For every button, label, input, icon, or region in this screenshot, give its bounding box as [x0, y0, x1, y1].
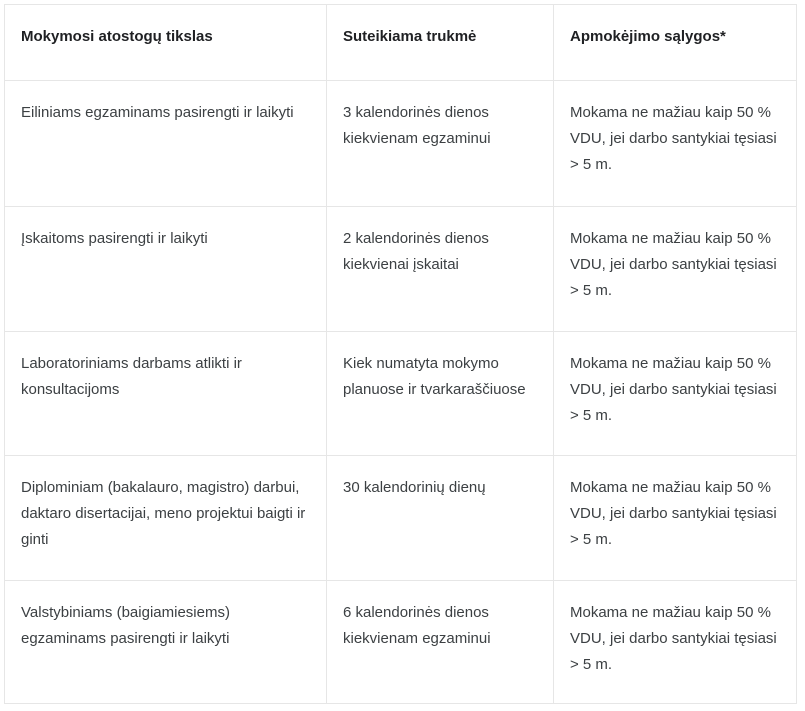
column-header-payment-label: Apmokėjimo sąlygos*	[570, 28, 726, 45]
cell-purpose-text: Laboratoriniams darbams atlikti ir konsultacijoms	[21, 355, 242, 398]
cell-purpose-text: Valstybiniams (baigiamiesiems) egzaminams pasirengti ir laikyti	[21, 604, 230, 647]
cell-purpose	[5, 81, 327, 207]
table-row	[5, 456, 797, 581]
cell-payment-text: Mokama ne mažiau kaip 50 % VDU, jei darbo santykiai tęsiasi > 5 m.	[570, 104, 777, 173]
column-header-purpose	[5, 5, 327, 81]
table-row	[5, 581, 797, 704]
column-header-duration	[327, 5, 554, 81]
cell-payment	[554, 81, 797, 207]
cell-purpose-text: Eiliniams egzaminams pasirengti ir laikyti	[21, 104, 294, 121]
table-header-row	[5, 5, 797, 81]
cell-payment-text: Mokama ne mažiau kaip 50 % VDU, jei darbo santykiai tęsiasi > 5 m.	[570, 355, 777, 424]
cell-duration	[327, 581, 554, 704]
cell-payment	[554, 207, 797, 332]
cell-duration	[327, 332, 554, 456]
cell-duration	[327, 207, 554, 332]
cell-purpose	[5, 332, 327, 456]
cell-purpose	[5, 456, 327, 581]
table-row	[5, 332, 797, 456]
cell-duration-text: Kiek numatyta mokymo planuose ir tvarkaraščiuose	[343, 355, 526, 398]
cell-purpose	[5, 207, 327, 332]
table-body	[5, 81, 797, 704]
column-header-purpose-label: Mokymosi atostogų tikslas	[21, 28, 213, 45]
column-header-duration-label: Suteikiama trukmė	[343, 28, 477, 45]
cell-purpose	[5, 581, 327, 704]
cell-duration	[327, 456, 554, 581]
cell-purpose-text: Diplominiam (bakalauro, magistro) darbui, daktaro disertacijai, meno projektui baigti ir ginti	[21, 479, 306, 548]
cell-purpose-text: Įskaitoms pasirengti ir laikyti	[21, 230, 208, 247]
cell-payment	[554, 581, 797, 704]
cell-payment	[554, 332, 797, 456]
column-header-payment	[554, 5, 797, 81]
cell-duration-text: 6 kalendorinės dienos kiekvienam egzaminui	[343, 604, 491, 647]
table-row	[5, 81, 797, 207]
cell-duration-text: 3 kalendorinės dienos kiekvienam egzaminui	[343, 104, 491, 147]
cell-payment-text: Mokama ne mažiau kaip 50 % VDU, jei darbo santykiai tęsiasi > 5 m.	[570, 479, 777, 548]
cell-duration-text: 30 kalendorinių dienų	[343, 479, 486, 496]
study-leave-table	[4, 4, 797, 704]
table-header	[5, 5, 797, 81]
cell-duration	[327, 81, 554, 207]
cell-duration-text: 2 kalendorinės dienos kiekvienai įskaitai	[343, 230, 489, 273]
cell-payment	[554, 456, 797, 581]
cell-payment-text: Mokama ne mažiau kaip 50 % VDU, jei darbo santykiai tęsiasi > 5 m.	[570, 604, 777, 673]
cell-payment-text: Mokama ne mažiau kaip 50 % VDU, jei darbo santykiai tęsiasi > 5 m.	[570, 230, 777, 299]
table-row	[5, 207, 797, 332]
